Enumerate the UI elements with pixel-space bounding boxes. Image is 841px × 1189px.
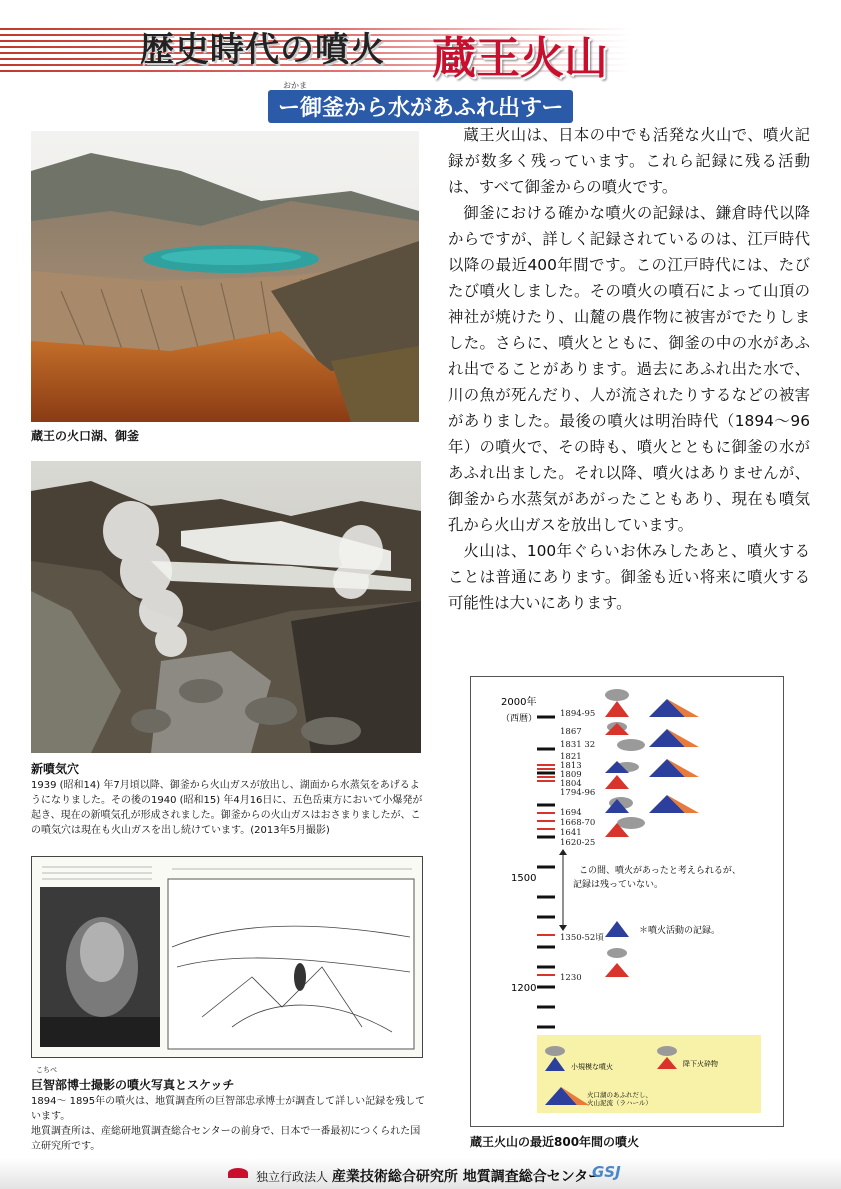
event-label: 1794-96	[560, 788, 596, 798]
event-label: 1867	[560, 727, 582, 737]
activity-note: ＊噴火活動の記録。	[639, 926, 721, 936]
event-label: 1894-95	[560, 709, 596, 719]
historical-document	[31, 856, 423, 1058]
legend-small: 小規模な噴火	[571, 1063, 613, 1071]
title-ruby: おかま	[283, 81, 307, 90]
page-subtitle: ー御釜から水があふれ出すー	[268, 90, 573, 123]
fumarole-photo	[31, 461, 421, 753]
footer-org: 独立行政法人 産業技術総合研究所 地質調査総合センター	[256, 1169, 603, 1185]
axis-label-1200: 1200	[511, 983, 537, 994]
photo3-caption: こちべ 巨智部博士撮影の噴火写真とスケッチ 1894～ 1895年の噴火は、地質調査所の巨智部忠承博士が調査して詳しい記録を残しています。 地質調査所は、産総研地質調査総合センターの前身で、日本で一番最初につくられた国立研究所です。	[31, 1066, 426, 1152]
page-title: 歴史時代の噴火	[140, 30, 385, 70]
legend-lahar: 火山泥流（ラハール）	[587, 1099, 652, 1107]
axis-label-1500: 1500	[511, 873, 537, 884]
paragraph-3: 火山は、100年ぐらいお休みしたあと、噴火することは普通にあります。御釜も近い将来に噴火する可能性は大いにあります。	[448, 542, 810, 612]
axis-label-era: （西暦）	[501, 714, 538, 724]
body-text	[448, 122, 810, 616]
event-label: 1230	[560, 973, 582, 983]
gap-note: この間、噴火があったと考えられるが、	[579, 866, 741, 876]
event-label: 1694	[560, 808, 582, 818]
header-stripes	[0, 28, 841, 80]
volcano-title: 蔵王火山	[432, 33, 608, 84]
gap-note: 記録は残っていない。	[573, 880, 664, 890]
event-label: 1350-52頃	[560, 933, 604, 943]
footer	[0, 1158, 841, 1189]
event-label: 1641	[560, 828, 582, 838]
event-label: 1668-70	[560, 818, 596, 828]
axis-label-2000: 2000年	[501, 697, 537, 708]
event-label: 1620-25	[560, 838, 596, 848]
photo1-caption: 蔵王の火口湖、御釜	[31, 429, 140, 443]
timeline-caption: 蔵王火山の最近800年間の噴火	[470, 1135, 640, 1149]
eruption-timeline	[470, 676, 784, 1127]
event-label: 1809	[560, 770, 582, 780]
event-label: 1804	[560, 779, 582, 789]
event-label: 1813	[560, 761, 582, 771]
legend-fall: 降下火砕物	[683, 1060, 718, 1068]
legend-lahar: 火口湖のあふれだし、	[587, 1091, 652, 1099]
paragraph-2: 御釜における確かな噴火の記録は、鎌倉時代以降からですが、詳しく記録されているのは、江戸時代以降の最近400年間です。この江戸時代には、たびたび噴火しました。その噴火の噴石によって山頂の神社が焼けたり、山麓の農作物に被害がでたりしました。さらに、噴火とともに、御釜の中の水があふれ出でることがあります。過去にあふれ出た水で、川の魚が死んだり、人が流されたりするなどの被害がありました。最後の噴火は明治時代（1894～96年）の噴火で、その時も、噴火とともに御釜の水があふれ出ました。それ以降、噴火はありませんが、御釜から水蒸気があがったこともあり、現在も噴気孔から火山ガスを放出しています。	[448, 204, 810, 534]
org-logo-icon	[228, 1168, 248, 1178]
gsj-logo: GSJ	[592, 1163, 621, 1181]
paragraph-1: 蔵王火山は、日本の中でも活発な火山で、噴火記録が数多く残っています。これら記録に残る活動は、すべて御釜からの噴火です。	[448, 126, 810, 196]
photo2-caption: 新噴気穴 1939 (昭和14) 年7月頃以降、御釜から火山ガスが放出し、湖面から水蒸気をあげるようになりました。その後の1940 (昭和15) 年4月16日に、五色岳東方において小爆発が起き、現在の新噴気孔が形成されました。御釜からの火山ガスはおさまりましたが、この噴気穴は現在も火山ガスを出し続けています。(2013年5月撮影)	[31, 762, 423, 836]
event-label: 1821	[560, 752, 582, 762]
event-label: 1831 32	[560, 740, 596, 750]
crater-lake-photo	[31, 131, 419, 422]
